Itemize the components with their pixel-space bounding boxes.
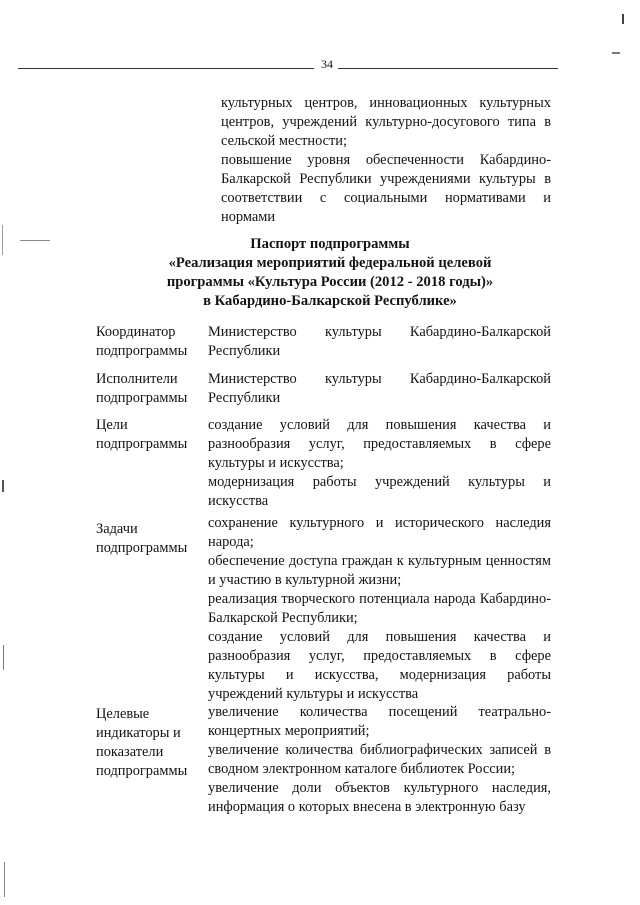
value-paragraph: реализация творческого потенциала народа Кабардино-Балкарской Республики;	[208, 591, 551, 626]
value-paragraph: увеличение доли объектов культурного наследия, информация о которых внесена в электронную базу	[208, 780, 551, 815]
continuation-paragraph: культурных центров, инновационных культурных центров, учреждений культурно-досугового типа в сельской местности;	[221, 95, 551, 149]
title-line: в Кабардино-Балкарской Республике»	[203, 293, 457, 309]
page-number: 34	[321, 57, 333, 71]
title-line: «Реализация мероприятий федеральной целевой	[168, 255, 492, 271]
passport-title	[150, 235, 510, 311]
label-line: подпрограммы	[96, 763, 188, 779]
label-line: Цели	[96, 417, 128, 433]
label-line: индикаторы и	[96, 725, 181, 741]
row-label	[96, 370, 206, 408]
row-label	[96, 416, 206, 454]
label-line: подпрограммы	[96, 540, 188, 556]
continuation-paragraph: повышение уровня обеспеченности Кабардино-Балкарской Республики учреждениями культуры в соответствии с социальными нормативами и нормами	[221, 152, 551, 225]
scan-speck	[612, 52, 620, 54]
row-value	[208, 416, 551, 511]
value-paragraph: создание условий для повышения качества и разнообразия услуг, предоставляемых в сфере культуры и искусства;	[208, 417, 551, 471]
label-line: подпрограммы	[96, 343, 188, 359]
scan-speck	[20, 240, 50, 241]
value-paragraph: создание условий для повышения качества и разнообразия услуг, предоставляемых в сфере культуры и искусства, модернизация работы учреждений культуры и искусства	[208, 629, 551, 702]
scan-speck	[622, 14, 624, 24]
label-line: Исполнители	[96, 371, 178, 387]
label-line: Координатор	[96, 324, 176, 340]
row-label	[96, 323, 206, 361]
row-value	[208, 370, 551, 408]
label-line: Задачи	[96, 521, 138, 537]
header-rule-left	[18, 68, 314, 69]
header-rule-right	[338, 68, 558, 69]
value-paragraph: модернизация работы учреждений культуры и искусства	[208, 474, 551, 509]
scan-edge	[2, 480, 4, 492]
scan-edge	[4, 862, 5, 897]
row-label	[96, 705, 206, 781]
title-line: программы «Культура России (2012 - 2018 годы)»	[166, 274, 494, 290]
row-value	[208, 514, 551, 704]
label-line: показатели	[96, 744, 164, 760]
value-paragraph: увеличение количества библиографических записей в сводном электронном каталоге библиотек России;	[208, 742, 551, 777]
row-label	[96, 520, 206, 558]
scan-edge	[3, 645, 4, 670]
value-paragraph: увеличение количества посещений театрально-концертных мероприятий;	[208, 704, 551, 739]
label-line: подпрограммы	[96, 436, 188, 452]
row-value	[208, 703, 551, 817]
label-line: подпрограммы	[96, 390, 188, 406]
value-paragraph: сохранение культурного и исторического наследия народа;	[208, 515, 551, 550]
label-line: Целевые	[96, 706, 150, 722]
continuation-text	[221, 94, 551, 227]
value-paragraph: Министерство культуры Кабардино-Балкарской Республики	[208, 324, 551, 359]
scan-edge	[2, 225, 3, 255]
value-paragraph: Министерство культуры Кабардино-Балкарской Республики	[208, 371, 551, 406]
value-paragraph: обеспечение доступа граждан к культурным ценностям и участию в культурной жизни;	[208, 553, 551, 588]
title-line: Паспорт подпрограммы	[250, 236, 410, 252]
row-value	[208, 323, 551, 361]
